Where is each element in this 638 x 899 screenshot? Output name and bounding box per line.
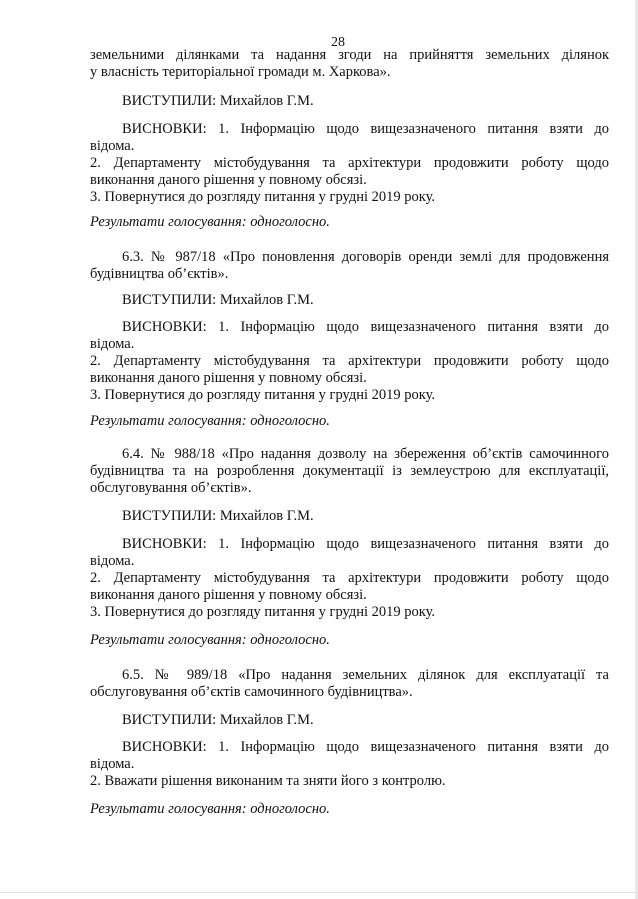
text-line: обслуговування об’єктів самочинного будівництва». bbox=[90, 684, 413, 700]
agenda-item-6-4 bbox=[90, 446, 609, 497]
voting-result bbox=[90, 413, 609, 430]
text-line: будівництва та на розроблення документації із землеустрою для експлуатації, bbox=[90, 463, 609, 479]
text-line: земельними ділянками та надання згоди на прийняття земельних ділянок bbox=[90, 47, 609, 63]
text-line: 3. Повернутися до розгляду питання у грудні 2019 року. bbox=[90, 604, 436, 620]
text-line: ВИСТУПИЛИ: Михайлов Г.М. bbox=[122, 712, 314, 728]
agenda-item-6-5 bbox=[90, 667, 609, 701]
text-line: ВИСТУПИЛИ: Михайлов Г.М. bbox=[122, 292, 314, 308]
conclusions-block bbox=[90, 739, 609, 790]
text-line: Результати голосування: одноголосно. bbox=[90, 413, 330, 429]
text-line: 2. Департаменту містобудування та архітектури продовжити роботу щодо bbox=[90, 570, 609, 586]
agenda-item-6-3 bbox=[90, 249, 609, 283]
text-line: 2. Департаменту містобудування та архітектури продовжити роботу щодо bbox=[90, 155, 609, 171]
page-number: 28 bbox=[331, 35, 345, 50]
text-line: відома. bbox=[90, 756, 135, 772]
speakers-line bbox=[90, 508, 609, 525]
voting-result bbox=[90, 214, 609, 231]
page-bottom-edge bbox=[0, 892, 638, 893]
text-line: 2. Департаменту містобудування та архітектури продовжити роботу щодо bbox=[90, 353, 609, 369]
text-line: 6.4. № 988/18 «Про надання дозволу на збереження об’єктів самочинного bbox=[122, 446, 609, 462]
text-line: 2. Вважати рішення виконаним та зняти його з контролю. bbox=[90, 773, 446, 789]
text-line: відома. bbox=[90, 553, 135, 569]
text-line: 3. Повернутися до розгляду питання у грудні 2019 року. bbox=[90, 189, 436, 205]
text-line: ВИСТУПИЛИ: Михайлов Г.М. bbox=[122, 93, 314, 109]
text-line: ВИСНОВКИ: 1. Інформацію щодо вищезазначеного питання взяти до bbox=[122, 739, 609, 755]
text-line: Результати голосування: одноголосно. bbox=[90, 801, 330, 817]
text-line: 6.3. № 987/18 «Про поновлення договорів оренди землі для продовження bbox=[122, 249, 609, 265]
voting-result bbox=[90, 632, 609, 649]
text-line: відома. bbox=[90, 336, 135, 352]
text-line: Результати голосування: одноголосно. bbox=[90, 632, 330, 648]
text-line: обслуговування об’єктів». bbox=[90, 480, 252, 496]
conclusions-block bbox=[90, 121, 609, 206]
text-line: 6.5. № 989/18 «Про надання земельних ділянок для експлуатації та bbox=[122, 667, 609, 683]
text-line: виконання даного рішення у повному обсязі. bbox=[90, 172, 367, 188]
text-line: ВИСНОВКИ: 1. Інформацію щодо вищезазначеного питання взяти до bbox=[122, 536, 609, 552]
text-line: відома. bbox=[90, 138, 135, 154]
text-line: 3. Повернутися до розгляду питання у грудні 2019 року. bbox=[90, 387, 436, 403]
text-line: ВИСТУПИЛИ: Михайлов Г.М. bbox=[122, 508, 314, 524]
voting-result bbox=[90, 801, 609, 818]
speakers-line bbox=[90, 292, 609, 309]
text-line: ВИСНОВКИ: 1. Інформацію щодо вищезазначеного питання взяти до bbox=[122, 319, 609, 335]
paragraph-continuation bbox=[90, 47, 609, 81]
text-line: будівництва об’єктів». bbox=[90, 266, 229, 282]
text-line: ВИСНОВКИ: 1. Інформацію щодо вищезазначеного питання взяти до bbox=[122, 121, 609, 137]
conclusions-block bbox=[90, 536, 609, 621]
text-line: виконання даного рішення у повному обсязі. bbox=[90, 370, 367, 386]
speakers-line bbox=[90, 712, 609, 729]
text-line: Результати голосування: одноголосно. bbox=[90, 214, 330, 230]
text-line: виконання даного рішення у повному обсязі. bbox=[90, 587, 367, 603]
speakers-line bbox=[90, 93, 609, 110]
text-line: у власність територіальної громади м. Харкова». bbox=[90, 64, 391, 80]
conclusions-block bbox=[90, 319, 609, 404]
